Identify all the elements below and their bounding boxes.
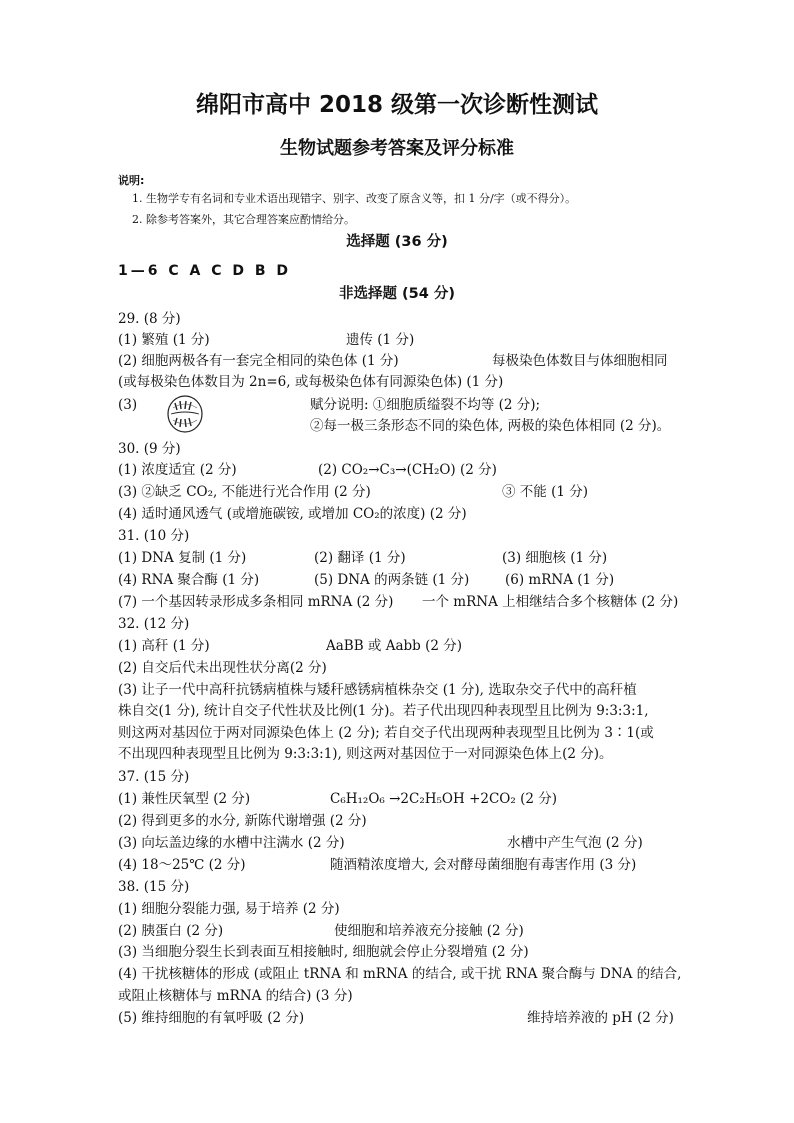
q32-answer-3-line-4: 不出现四种表现型且比例为 9:3:3:1), 则这两对基因位于一对同源染色体上(2 分)。: [118, 746, 613, 762]
page-title: 绵阳市高中 2018 级第一次诊断性测试: [195, 92, 599, 118]
notes-label: 说明:: [118, 174, 145, 187]
q30-answer-2: (2) CO₂→C₃→(CH₂O) (2 分): [318, 462, 497, 478]
q30-answer-4: (4) 适时通风透气 (或增施碳铵, 或增加 CO₂的浓度) (2 分): [118, 506, 467, 522]
q37-answer-1a: (1) 兼性厌氧型 (2 分): [118, 791, 251, 807]
q29-answer-1a: (1) 繁殖 (1 分): [118, 332, 210, 348]
choice-answers: 1—6 C A C D B D: [118, 263, 292, 279]
cell-division-diagram: [165, 394, 205, 434]
q31-answer-6: (6) mRNA (1 分): [505, 572, 615, 588]
q31-answer-3: (3) 细胞核 (1 分): [502, 550, 608, 566]
q37-answer-3a: (3) 向坛盖边缘的水槽中注满水 (2 分): [118, 835, 345, 851]
note-item-1: 1. 生物学专有名词和专业术语出现错字、别字、改变了原含义等，扣 1 分/字（或不得分）。: [132, 192, 577, 205]
q31-answer-7b: 一个 mRNA 上相继结合多个核糖体 (2 分): [422, 594, 679, 610]
q29-answer-1b: 遗传 (1 分): [346, 332, 415, 348]
q38-answer-2a: (2) 胰蛋白 (2 分): [118, 923, 224, 939]
q29-answer-2c: (或每极染色体数目为 2n=6, 或每极染色体有同源染色体) (1 分): [118, 374, 504, 390]
q37-answer-4b: 随酒精浓度增大, 会对酵母菌细胞有毒害作用 (3 分): [330, 857, 637, 873]
q30-answer-3a: (3) ②缺乏 CO₂, 不能进行光合作用 (2 分): [118, 484, 371, 500]
q29-answer-3-note-1: 赋分说明: ①细胞质缢裂不均等 (2 分);: [310, 397, 541, 413]
q31-answer-7a: (7) 一个基因转录形成多条相同 mRNA (2 分): [118, 594, 394, 610]
q29-answer-3-note-2: ②每一极三条形态不同的染色体, 两极的染色体相同 (2 分)。: [310, 418, 671, 434]
q30-answer-1: (1) 浓度适宜 (2 分): [118, 462, 237, 478]
q38-answer-3: (3) 当细胞分裂生长到表面互相接触时, 细胞就会停止分裂增殖 (2 分): [118, 944, 529, 960]
q38-answer-4-line-1: (4) 干扰核糖体的形成 (或阻止 tRNA 和 mRNA 的结合, 或干扰 RNA 聚合酶与 DNA 的结合,: [118, 966, 682, 982]
q32-answer-1a: (1) 高秆 (1 分): [118, 638, 210, 654]
q29-answer-3-label: (3): [118, 397, 138, 413]
q37-answer-3b: 水槽中产生气泡 (2 分): [507, 835, 643, 851]
q32-answer-3-line-2: 株自交(1 分), 统计自交子代性状及比例(1 分)。若子代出现四种表现型且比例为 9:3:3:1,: [118, 703, 649, 719]
q32-answer-3-line-3: 则这两对基因位于两对同源染色体上 (2 分); 若自交子代出现两种表现型且比例为 3∶1(或: [118, 725, 654, 741]
q31-answer-1: (1) DNA 复制 (1 分): [118, 550, 247, 566]
q32-answer-1b: AaBB 或 Aabb (2 分): [326, 638, 463, 654]
q29-answer-2b: 每极染色体数目与体细胞相同: [492, 353, 668, 369]
q30-answer-3b: ③ 不能 (1 分): [502, 484, 588, 500]
q37-header: 37. (15 分): [118, 769, 190, 785]
q37-answer-4a: (4) 18～25℃ (2 分): [118, 857, 246, 873]
q38-answer-5a: (5) 维持细胞的有氧呼吸 (2 分): [118, 1010, 305, 1026]
q31-header: 31. (10 分): [118, 528, 190, 544]
nonchoice-heading: 非选择题 (54 分): [338, 286, 456, 302]
q38-answer-4-line-2: 或阻止核糖体与 mRNA 的结合) (3 分): [118, 988, 353, 1004]
page-subtitle: 生物试题参考答案及评分标准: [280, 138, 514, 159]
q31-answer-5: (5) DNA 的两条链 (1 分): [314, 572, 470, 588]
q31-answer-4: (4) RNA 聚合酶 (1 分): [118, 572, 260, 588]
q37-answer-2: (2) 得到更多的水分, 新陈代谢增强 (2 分): [118, 813, 367, 829]
q38-answer-2b: 使细胞和培养液充分接触 (2 分): [334, 923, 524, 939]
q37-answer-1b: C₆H₁₂O₆ →2C₂H₅OH +2CO₂ (2 分): [330, 791, 557, 807]
q32-answer-3-line-1: (3) 让子一代中高秆抗锈病植株与矮秆感锈病植株杂交 (1 分), 选取杂交子代中的高秆植: [118, 682, 637, 698]
q32-answer-2: (2) 自交后代未出现性状分离(2 分): [118, 660, 327, 676]
note-item-2: 2. 除参考答案外，其它合理答案应酌情给分。: [132, 213, 355, 226]
choice-heading: 选择题 (36 分): [346, 234, 448, 250]
q29-header: 29. (8 分): [118, 311, 181, 327]
q38-answer-1: (1) 细胞分裂能力强, 易于培养 (2 分): [118, 901, 340, 917]
q38-header: 38. (15 分): [118, 879, 190, 895]
q31-answer-2: (2) 翻译 (1 分): [314, 550, 406, 566]
q38-answer-5b: 维持培养液的 pH (2 分): [527, 1010, 674, 1026]
q32-header: 32. (12 分): [118, 616, 190, 632]
q30-header: 30. (9 分): [118, 441, 181, 457]
q29-answer-2a: (2) 细胞两极各有一套完全相同的染色体 (1 分): [118, 353, 399, 369]
